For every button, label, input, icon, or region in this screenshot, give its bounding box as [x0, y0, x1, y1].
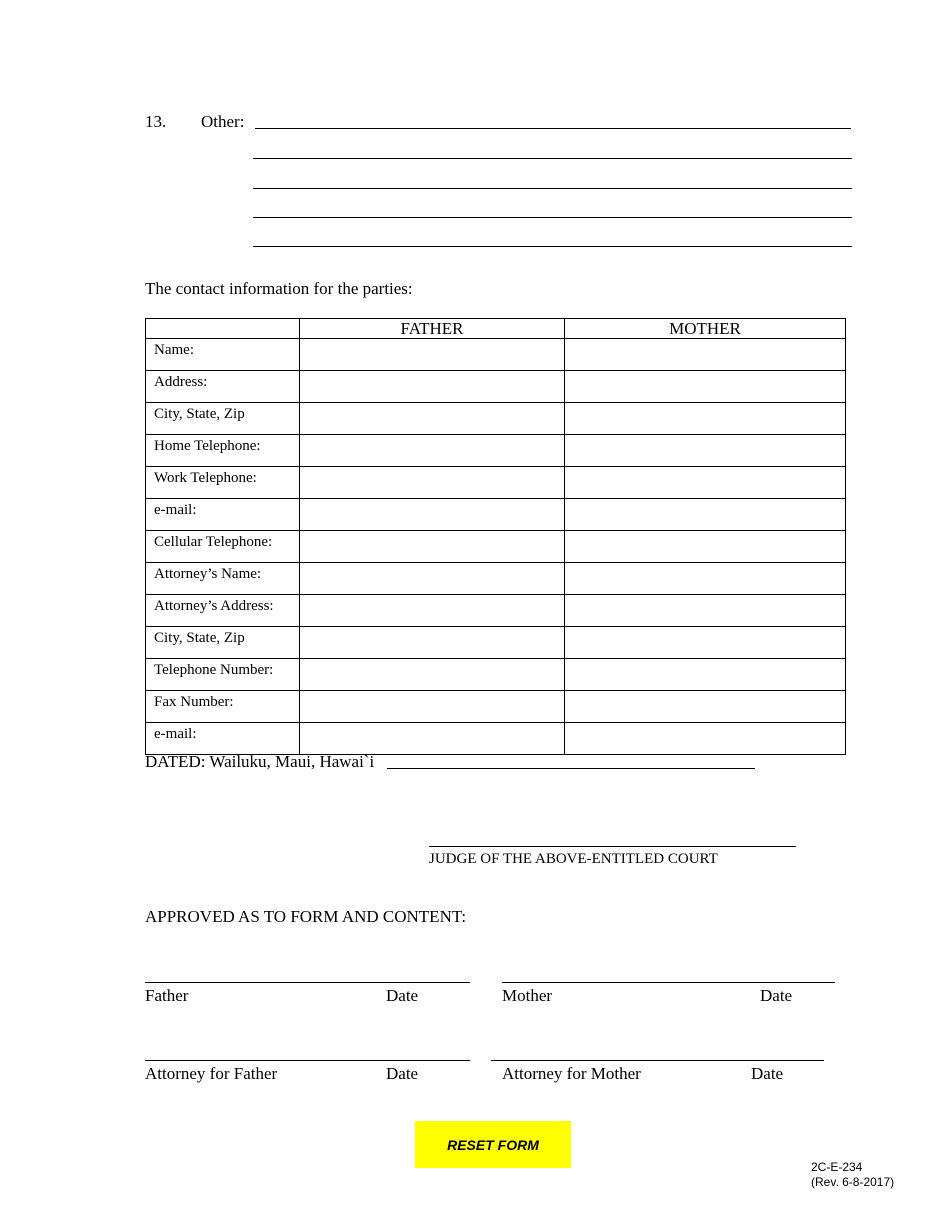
judge-label: JUDGE OF THE ABOVE-ENTITLED COURT — [429, 851, 718, 867]
item-number: 13. — [145, 112, 167, 131]
father-cell[interactable] — [300, 371, 565, 403]
father-cell[interactable] — [300, 563, 565, 595]
table-row — [146, 563, 846, 595]
attorney-mother-date-label: Date — [751, 1064, 784, 1083]
contact-intro: The contact information for the parties: — [145, 279, 413, 298]
table-row — [146, 723, 846, 755]
table-row — [146, 691, 846, 723]
table-row — [146, 531, 846, 563]
form-revision: (Rev. 6-8-2017) — [811, 1175, 895, 1189]
mother-cell[interactable] — [565, 499, 846, 531]
other-line-4[interactable] — [253, 217, 852, 218]
dated-label: DATED: Wailuku, Maui, Hawai`i — [145, 752, 375, 771]
row-label: Address: — [146, 371, 300, 403]
row-label: Name: — [146, 339, 300, 371]
form-number: 2C-E-234 — [811, 1160, 863, 1174]
mother-signature-line[interactable] — [502, 982, 835, 983]
mother-cell[interactable] — [565, 467, 846, 499]
header-mother: MOTHER — [565, 319, 846, 339]
header-father: FATHER — [300, 319, 565, 339]
approved-heading: APPROVED AS TO FORM AND CONTENT: — [145, 907, 467, 926]
other-line-5[interactable] — [253, 246, 852, 247]
reset-form-button[interactable]: RESET FORM — [415, 1121, 571, 1168]
row-label: Cellular Telephone: — [146, 531, 300, 563]
table-header-row — [146, 319, 846, 339]
attorney-father-date-label: Date — [386, 1064, 419, 1083]
attorney-father-signature-line[interactable] — [145, 1060, 470, 1061]
table-row — [146, 371, 846, 403]
row-label: City, State, Zip — [146, 627, 300, 659]
row-label: Attorney’s Name: — [146, 563, 300, 595]
table-row — [146, 435, 846, 467]
mother-cell[interactable] — [565, 435, 846, 467]
contact-table — [145, 318, 846, 755]
mother-cell[interactable] — [565, 371, 846, 403]
table-row — [146, 403, 846, 435]
mother-label: Mother — [502, 986, 553, 1005]
mother-cell[interactable] — [565, 723, 846, 755]
father-cell[interactable] — [300, 595, 565, 627]
row-label: Home Telephone: — [146, 435, 300, 467]
father-cell[interactable] — [300, 499, 565, 531]
father-cell[interactable] — [300, 627, 565, 659]
table-row — [146, 595, 846, 627]
father-label: Father — [145, 986, 189, 1005]
table-row — [146, 467, 846, 499]
judge-signature-line[interactable] — [429, 846, 796, 847]
mother-cell[interactable] — [565, 563, 846, 595]
other-line-3[interactable] — [253, 188, 852, 189]
mother-cell[interactable] — [565, 403, 846, 435]
attorney-mother-signature-line[interactable] — [491, 1060, 824, 1061]
father-date-label: Date — [386, 986, 419, 1005]
row-label: e-mail: — [146, 723, 300, 755]
table-row — [146, 627, 846, 659]
father-signature-line[interactable] — [145, 982, 470, 983]
row-label: City, State, Zip — [146, 403, 300, 435]
other-label: Other: — [201, 112, 245, 131]
row-label: Telephone Number: — [146, 659, 300, 691]
table-row — [146, 499, 846, 531]
mother-cell[interactable] — [565, 339, 846, 371]
mother-cell[interactable] — [565, 531, 846, 563]
father-cell[interactable] — [300, 467, 565, 499]
father-cell[interactable] — [300, 403, 565, 435]
father-cell[interactable] — [300, 339, 565, 371]
father-cell[interactable] — [300, 531, 565, 563]
table-row — [146, 659, 846, 691]
dated-line[interactable] — [387, 768, 755, 769]
row-label: Fax Number: — [146, 691, 300, 723]
mother-cell[interactable] — [565, 691, 846, 723]
table-row — [146, 339, 846, 371]
father-cell[interactable] — [300, 723, 565, 755]
father-cell[interactable] — [300, 691, 565, 723]
row-label: Attorney’s Address: — [146, 595, 300, 627]
other-line-2[interactable] — [253, 158, 852, 159]
row-label: Work Telephone: — [146, 467, 300, 499]
mother-cell[interactable] — [565, 659, 846, 691]
father-cell[interactable] — [300, 435, 565, 467]
other-line-1[interactable] — [255, 128, 851, 129]
row-label: e-mail: — [146, 499, 300, 531]
father-cell[interactable] — [300, 659, 565, 691]
attorney-father-label: Attorney for Father — [145, 1064, 278, 1083]
mother-date-label: Date — [760, 986, 793, 1005]
mother-cell[interactable] — [565, 595, 846, 627]
attorney-mother-label: Attorney for Mother — [502, 1064, 641, 1083]
mother-cell[interactable] — [565, 627, 846, 659]
header-blank — [146, 319, 300, 339]
